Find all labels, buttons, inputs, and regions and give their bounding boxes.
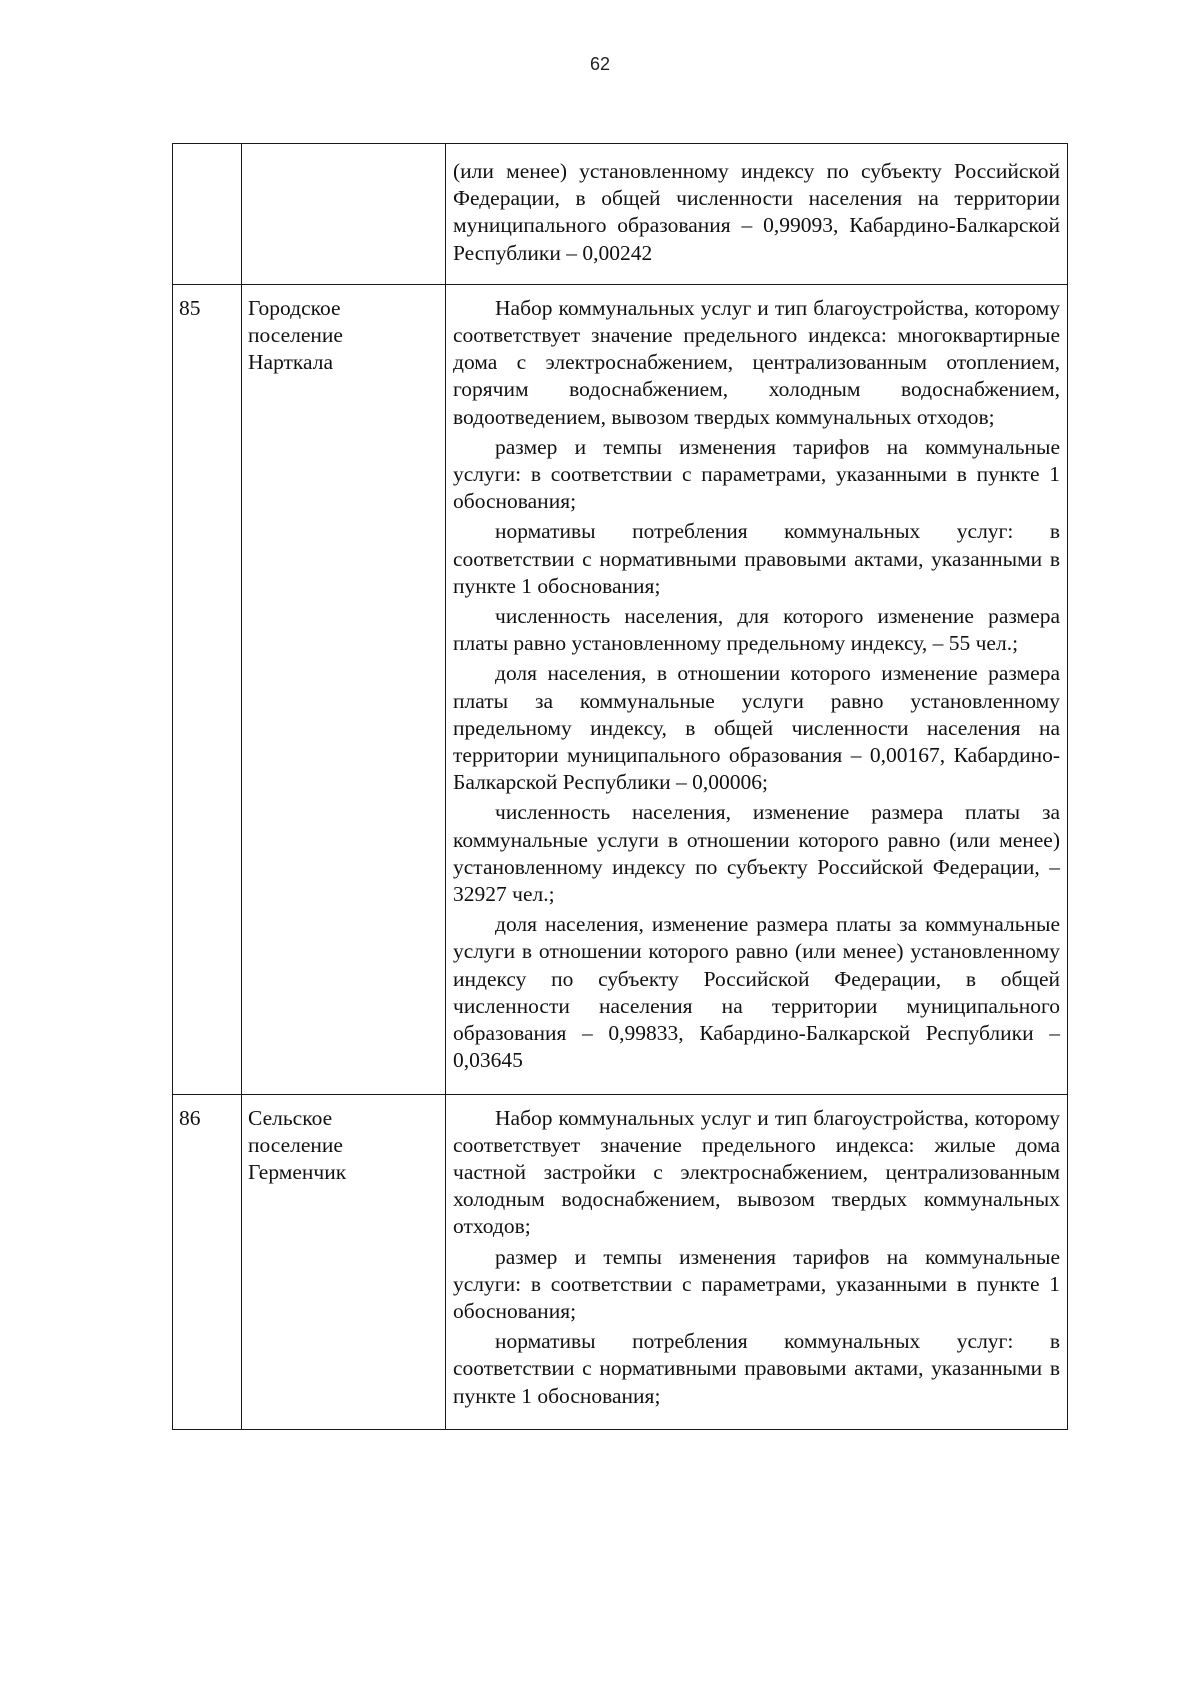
description-paragraph: нормативы потребления коммунальных услуг: в соответствии с нормативными правовыми актами, указанными в пункте 1 обоснования; [453,519,1060,598]
description-cell [446,144,1068,285]
table-row-continuation [173,144,1068,285]
municipality-name-line: Герменчик [248,1159,347,1184]
description-paragraph: Набор коммунальных услуг и тип благоустройства, которому соответствует значение предельного индекса: многоквартирные дома с электроснабжением, централизованным отоплением, горячим водоснабжением, холодным водоснабжением, водоотведением, вывозом твердых коммунальных отходов; [453,295,1060,429]
description-paragraph: размер и темпы изменения тарифов на коммунальные услуги: в соответствии с параметрами, указанными в пункте 1 обоснования; [453,434,1060,514]
municipality-name-cell [242,144,446,285]
table-row [173,1094,1068,1429]
description-paragraph: доля населения, изменение размера платы за коммунальные услуги в отношении которого равно (или менее) установленному индексу по субъекту Российской Федерации, в общей численности населения на территории муниципального образования – 0,99833, Кабардино-Балкарской Республики – 0,03645 [453,912,1060,1073]
row-number-cell: 85 [173,284,242,1094]
municipality-name-line: поселение [248,323,343,348]
description-paragraph: (или менее) установленному индексу по субъекту Российской Федерации, в общей численности населения на территории муниципального образования – 0,99093, Кабардино-Балкарской Республики – 0,00242 [453,159,1060,265]
description-paragraph: Набор коммунальных услуг и тип благоустройства, которому соответствует значение предельного индекса: жилые дома частной застройки с электроснабжением, централизованным холодным водоснабжением, вывозом твердых коммунальных отходов; [453,1105,1060,1239]
description-paragraph: размер и темпы изменения тарифов на коммунальные услуги: в соответствии с параметрами, указанными в пункте 1 обоснования; [453,1244,1060,1323]
description-paragraph: численность населения, изменение размера платы за коммунальные услуги в отношении которого равно (или менее) установленному индексу по субъекту Российской Федерации, – 32927 чел.; [453,800,1060,907]
municipality-name-cell [242,284,446,1094]
municipality-name-line: поселение [248,1132,343,1157]
description-cell [446,1094,1068,1429]
row-number-cell [173,144,242,285]
municipality-name-line: Городское [248,295,341,320]
description-paragraph: численность населения, для которого изменение размера платы равно установленному предельному индексу, – 55 чел.; [453,604,1060,656]
description-cell [446,284,1068,1094]
municipality-name-line: Сельское [248,1105,333,1130]
municipality-name-line: Нарткала [248,350,334,375]
table-row [173,284,1068,1094]
municipal-index-table [172,143,1068,1430]
description-paragraph: нормативы потребления коммунальных услуг: в соответствии с нормативными правовыми актами, указанными в пункте 1 обоснования; [453,1329,1060,1408]
row-number-cell: 86 [173,1094,242,1429]
page-number: 62 [589,54,611,74]
municipality-name-cell [242,1094,446,1429]
description-paragraph: доля населения, в отношении которого изменение размера платы за коммунальные услуги равно установленному предельному индексу, в общей численности населения на территории муниципального образования – 0,00167, Кабардино-Балкарской Республики – 0,00006; [453,661,1060,795]
